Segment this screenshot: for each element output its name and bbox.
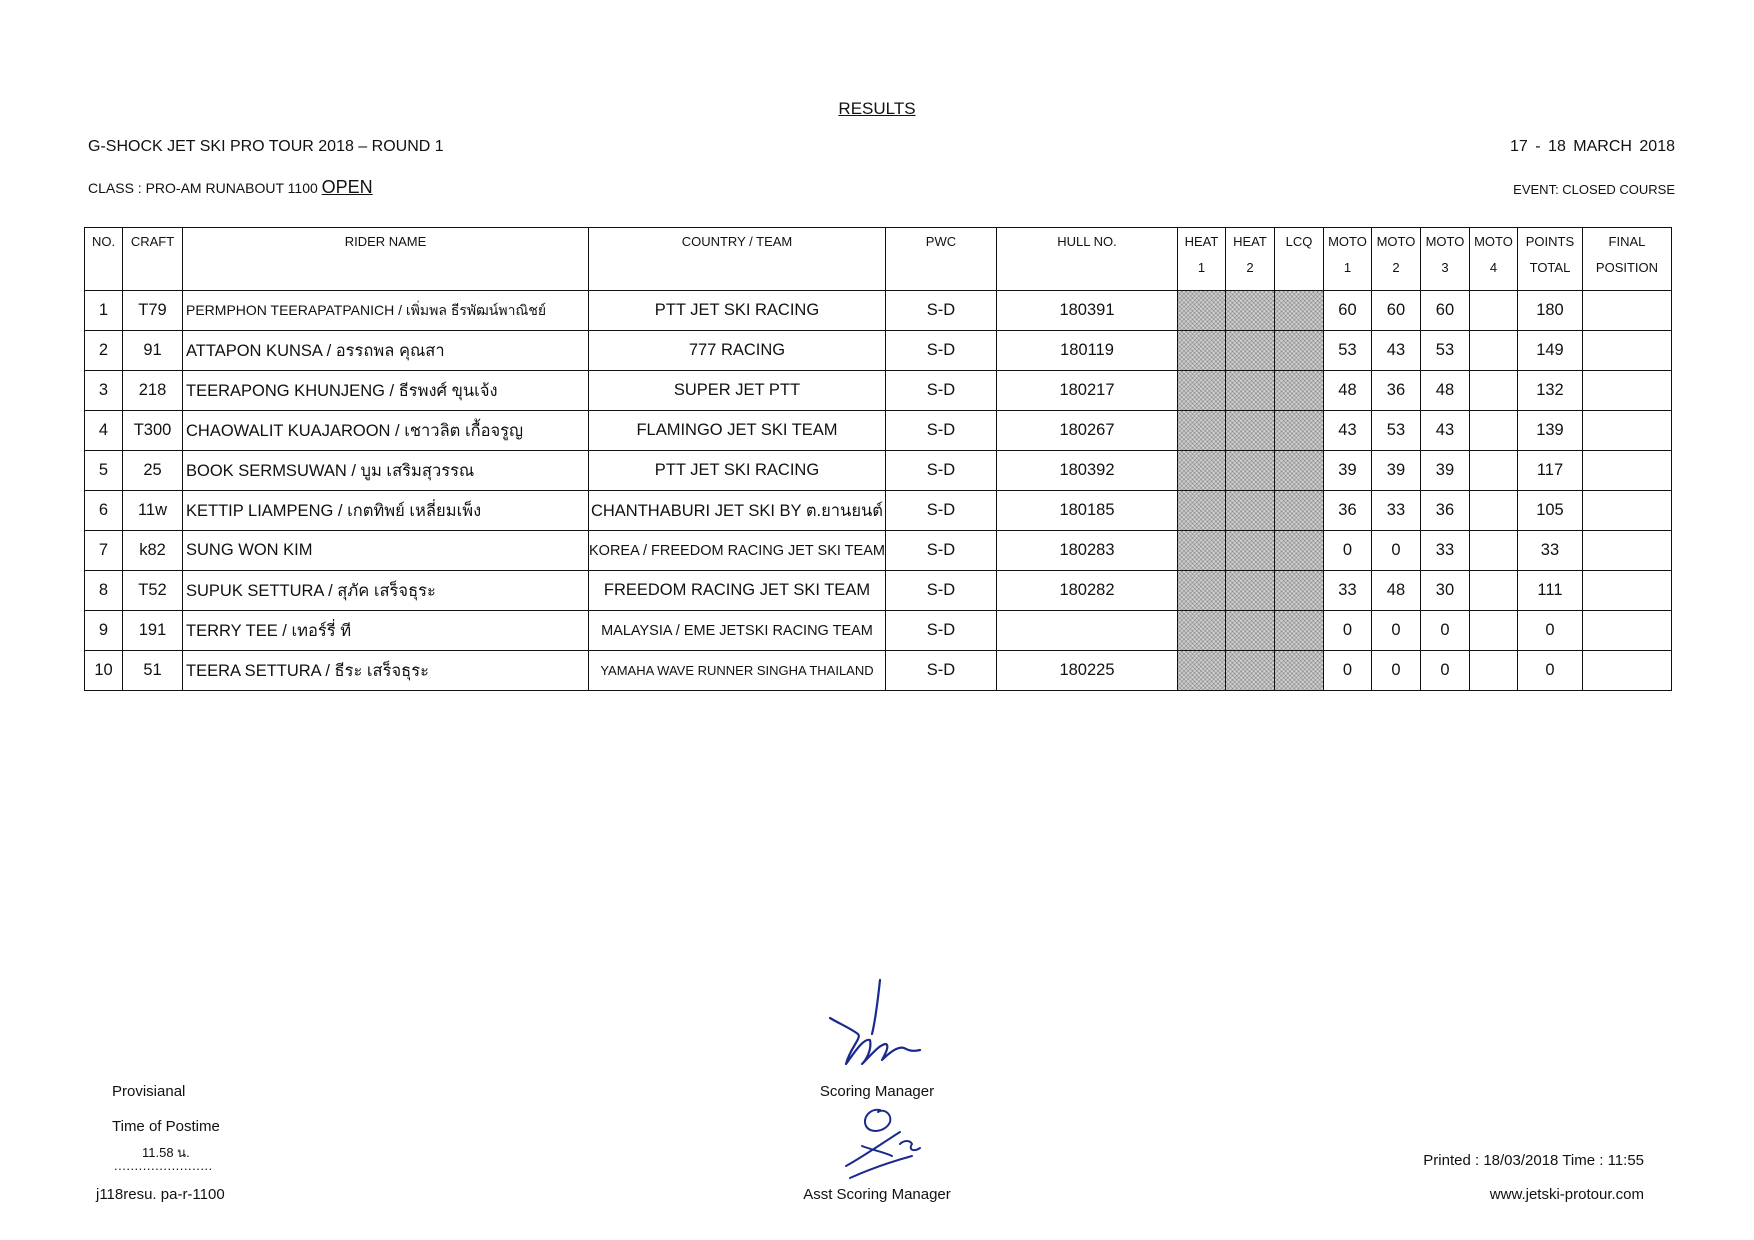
final-position [1582, 411, 1671, 451]
moto-3: 0 [1420, 651, 1469, 691]
moto-1: 0 [1323, 611, 1371, 651]
rider-name: TERRY TEE / เทอร์รี่ ที [183, 611, 589, 651]
moto-3: 60 [1420, 291, 1469, 331]
heat-2-cell [1225, 571, 1274, 611]
column-header [1517, 228, 1582, 291]
heat-2-cell [1225, 331, 1274, 371]
column-header [589, 228, 886, 291]
header-line-2 [85, 258, 122, 260]
moto-2: 36 [1371, 371, 1420, 411]
moto-1: 33 [1323, 571, 1371, 611]
header-line-1: FINAL [1608, 234, 1646, 249]
heat-1-cell [1177, 491, 1225, 531]
hull-number: 180225 [996, 651, 1177, 691]
moto-3: 30 [1420, 571, 1469, 611]
page-title: RESULTS [838, 99, 916, 118]
moto-1: 0 [1323, 531, 1371, 571]
country-team: CHANTHABURI JET SKI BY ต.ยานยนต์ [589, 491, 886, 531]
heat-1-cell [1177, 571, 1225, 611]
pwc: S-D [885, 331, 996, 371]
column-header [85, 228, 123, 291]
moto-2: 33 [1371, 491, 1420, 531]
heat-1-cell [1177, 451, 1225, 491]
header-line-2: 4 [1489, 260, 1498, 275]
row-number: 8 [85, 571, 123, 611]
rider-name: TEERAPONG KHUNJENG / ธีรพงศ์ ขุนเจ้ง [183, 371, 589, 411]
row-number: 2 [85, 331, 123, 371]
moto-3: 53 [1420, 331, 1469, 371]
moto-1: 36 [1323, 491, 1371, 531]
final-position [1582, 571, 1671, 611]
moto-3: 43 [1420, 411, 1469, 451]
asst-scoring-manager-signature [840, 1106, 930, 1182]
header-line-1: NO. [91, 234, 116, 249]
postime-time: 11.58 น. [142, 1145, 190, 1160]
table-row [85, 371, 1672, 411]
moto-2: 0 [1371, 531, 1420, 571]
rider-name: SUNG WON KIM [183, 531, 589, 571]
points-total: 111 [1517, 571, 1582, 611]
points-total: 117 [1517, 451, 1582, 491]
postime-label: Time of Postime [112, 1118, 220, 1135]
lcq-cell [1274, 571, 1323, 611]
header-line-2 [886, 258, 996, 260]
header-row [85, 228, 1672, 291]
heat-1-cell [1177, 531, 1225, 571]
hull-number: 180267 [996, 411, 1177, 451]
event-name: G-SHOCK JET SKI PRO TOUR 2018 – ROUND 1 [88, 138, 444, 155]
moto-2: 43 [1371, 331, 1420, 371]
final-position [1582, 651, 1671, 691]
moto-2: 60 [1371, 291, 1420, 331]
moto-4 [1469, 571, 1517, 611]
hull-number: 180217 [996, 371, 1177, 411]
column-header [1371, 228, 1420, 291]
country-team: FLAMINGO JET SKI TEAM [589, 411, 886, 451]
header-line-2: POSITION [1595, 260, 1659, 275]
row-number: 6 [85, 491, 123, 531]
header-line-2: 3 [1441, 260, 1449, 275]
table-row [85, 611, 1672, 651]
moto-2: 48 [1371, 571, 1420, 611]
craft-number: T79 [123, 291, 183, 331]
moto-2: 39 [1371, 451, 1420, 491]
moto-1: 48 [1323, 371, 1371, 411]
pwc: S-D [885, 531, 996, 571]
class-open: OPEN [321, 177, 373, 197]
pwc: S-D [885, 411, 996, 451]
provisional-label: Provisianal [112, 1083, 186, 1100]
moto-3: 33 [1420, 531, 1469, 571]
craft-number: T300 [123, 411, 183, 451]
pwc: S-D [885, 571, 996, 611]
header-line-1: MOTO [1328, 234, 1367, 249]
country-team: MALAYSIA / EME JETSKI RACING TEAM [589, 611, 886, 651]
document-reference: j118resu. pa-r-1100 [96, 1186, 225, 1203]
hull-number: 180391 [996, 291, 1177, 331]
header-line-1: MOTO [1425, 234, 1465, 249]
points-total: 0 [1517, 611, 1582, 651]
header-line-1: HULL NO. [1057, 234, 1117, 249]
table-row [85, 491, 1672, 531]
row-number: 5 [85, 451, 123, 491]
moto-3: 36 [1420, 491, 1469, 531]
header-line-2 [997, 258, 1177, 260]
moto-3: 39 [1420, 451, 1469, 491]
pwc: S-D [885, 611, 996, 651]
craft-number: 91 [123, 331, 183, 371]
moto-4 [1469, 331, 1517, 371]
final-position [1582, 531, 1671, 571]
pwc: S-D [885, 651, 996, 691]
column-header [1323, 228, 1371, 291]
header-line-1: MOTO [1376, 234, 1416, 249]
moto-4 [1469, 611, 1517, 651]
heat-2-cell [1225, 291, 1274, 331]
header-line-2: 2 [1392, 260, 1400, 275]
moto-1: 60 [1323, 291, 1371, 331]
pwc: S-D [885, 451, 996, 491]
header-line-2: 1 [1343, 260, 1352, 275]
points-total: 149 [1517, 331, 1582, 371]
heat-2-cell [1225, 611, 1274, 651]
moto-3: 48 [1420, 371, 1469, 411]
table-row [85, 291, 1672, 331]
row-number: 1 [85, 291, 123, 331]
table-row [85, 411, 1672, 451]
heat-1-cell [1177, 611, 1225, 651]
heat-1-cell [1177, 411, 1225, 451]
column-header [1274, 228, 1323, 291]
final-position [1582, 611, 1671, 651]
table-row [85, 451, 1672, 491]
column-header [1469, 228, 1517, 291]
country-team: PTT JET SKI RACING [589, 291, 886, 331]
moto-4 [1469, 531, 1517, 571]
header-line-1: HEAT [1233, 234, 1267, 249]
column-header [1582, 228, 1671, 291]
header-line-1: RIDER NAME [344, 234, 427, 249]
points-total: 180 [1517, 291, 1582, 331]
points-total: 0 [1517, 651, 1582, 691]
header-line-2: 1 [1197, 260, 1206, 275]
craft-number: 11w [123, 491, 183, 531]
moto-2: 0 [1371, 611, 1420, 651]
craft-number: k82 [123, 531, 183, 571]
heat-1-cell [1177, 651, 1225, 691]
scoring-manager-label: Scoring Manager [819, 1083, 935, 1100]
postime-dots: ........................ [114, 1158, 213, 1173]
moto-4 [1469, 371, 1517, 411]
header-line-2: TOTAL [1529, 260, 1571, 275]
moto-1: 53 [1323, 331, 1371, 371]
printed-timestamp: Printed : 18/03/2018 Time : 11:55 [1423, 1152, 1644, 1169]
pwc: S-D [885, 491, 996, 531]
heat-2-cell [1225, 411, 1274, 451]
moto-1: 43 [1323, 411, 1371, 451]
header-line-1: PWC [925, 234, 957, 249]
country-team: KOREA / FREEDOM RACING JET SKI TEAM [589, 531, 886, 571]
header-line-1: CRAFT [130, 234, 175, 249]
scoring-manager-signature [820, 978, 930, 1070]
rider-name: PERMPHON TEERAPATPANICH / เพิ่มพล ธีรพัฒน์พาณิชย์ [183, 291, 589, 331]
pwc: S-D [885, 371, 996, 411]
moto-4 [1469, 651, 1517, 691]
moto-2: 0 [1371, 651, 1420, 691]
points-total: 139 [1517, 411, 1582, 451]
header-line-1: POINTS [1525, 234, 1575, 249]
header-line-1: LCQ [1285, 234, 1313, 249]
final-position [1582, 491, 1671, 531]
row-number: 9 [85, 611, 123, 651]
rider-name: SUPUK SETTURA / สุภัค เสร็จธุระ [183, 571, 589, 611]
moto-4 [1469, 451, 1517, 491]
column-header [123, 228, 183, 291]
row-number: 3 [85, 371, 123, 411]
class-prefix: CLASS : PRO-AM RUNABOUT 1100 [88, 180, 322, 196]
header-line-1: MOTO [1474, 234, 1513, 249]
header-line-2 [589, 258, 885, 260]
craft-number: 218 [123, 371, 183, 411]
moto-3: 0 [1420, 611, 1469, 651]
column-header [1225, 228, 1274, 291]
heat-1-cell [1177, 291, 1225, 331]
heat-2-cell [1225, 451, 1274, 491]
lcq-cell [1274, 291, 1323, 331]
heat-1-cell [1177, 371, 1225, 411]
rider-name: ATTAPON KUNSA / อรรถพล คุณสา [183, 331, 589, 371]
table-row [85, 531, 1672, 571]
column-header [1420, 228, 1469, 291]
table-row [85, 331, 1672, 371]
event-dates: 17 - 18 MARCH 2018 [1510, 138, 1675, 155]
final-position [1582, 451, 1671, 491]
moto-4 [1469, 491, 1517, 531]
craft-number: 191 [123, 611, 183, 651]
moto-2: 53 [1371, 411, 1420, 451]
pwc: S-D [885, 291, 996, 331]
hull-number: 180392 [996, 451, 1177, 491]
table-row [85, 571, 1672, 611]
points-total: 105 [1517, 491, 1582, 531]
heat-1-cell [1177, 331, 1225, 371]
lcq-cell [1274, 651, 1323, 691]
row-number: 4 [85, 411, 123, 451]
header-line-2 [183, 258, 588, 260]
row-number: 7 [85, 531, 123, 571]
rider-name: TEERA SETTURA / ธีระ เสร็จธุระ [183, 651, 589, 691]
final-position [1582, 331, 1671, 371]
lcq-cell [1274, 371, 1323, 411]
lcq-cell [1274, 531, 1323, 571]
final-position [1582, 371, 1671, 411]
event-course: EVENT: CLOSED COURSE [1513, 182, 1675, 197]
results-table [84, 227, 1672, 691]
moto-1: 0 [1323, 651, 1371, 691]
country-team: 777 RACING [589, 331, 886, 371]
moto-1: 39 [1323, 451, 1371, 491]
country-team: YAMAHA WAVE RUNNER SINGHA THAILAND [589, 651, 886, 691]
class-line [88, 177, 373, 198]
column-header [1177, 228, 1225, 291]
hull-number: 180283 [996, 531, 1177, 571]
header-line-1: COUNTRY / TEAM [681, 234, 793, 249]
points-total: 33 [1517, 531, 1582, 571]
column-header [183, 228, 589, 291]
country-team: SUPER JET PTT [589, 371, 886, 411]
craft-number: 25 [123, 451, 183, 491]
lcq-cell [1274, 411, 1323, 451]
points-total: 132 [1517, 371, 1582, 411]
rider-name: CHAOWALIT KUAJAROON / เชาวลิต เกื้อจรูญ [183, 411, 589, 451]
moto-4 [1469, 411, 1517, 451]
lcq-cell [1274, 331, 1323, 371]
final-position [1582, 291, 1671, 331]
rider-name: KETTIP LIAMPENG / เกตทิพย์ เหลี่ยมเพ็ง [183, 491, 589, 531]
heat-2-cell [1225, 371, 1274, 411]
lcq-cell [1274, 491, 1323, 531]
hull-number: 180119 [996, 331, 1177, 371]
heat-2-cell [1225, 531, 1274, 571]
column-header [885, 228, 996, 291]
asst-scoring-manager-label: Asst Scoring Manager [803, 1186, 951, 1203]
postime-value [114, 1146, 213, 1172]
country-team: PTT JET SKI RACING [589, 451, 886, 491]
hull-number [996, 611, 1177, 651]
table-row [85, 651, 1672, 691]
header-line-2: 2 [1246, 260, 1254, 275]
country-team: FREEDOM RACING JET SKI TEAM [589, 571, 886, 611]
lcq-cell [1274, 611, 1323, 651]
rider-name: BOOK SERMSUWAN / บูม เสริมสุวรรณ [183, 451, 589, 491]
header-line-2 [1275, 258, 1323, 260]
column-header [996, 228, 1177, 291]
heat-2-cell [1225, 651, 1274, 691]
header-line-1: HEAT [1184, 234, 1219, 249]
moto-4 [1469, 291, 1517, 331]
heat-2-cell [1225, 491, 1274, 531]
craft-number: 51 [123, 651, 183, 691]
header-line-2 [123, 258, 182, 260]
hull-number: 180185 [996, 491, 1177, 531]
row-number: 10 [85, 651, 123, 691]
lcq-cell [1274, 451, 1323, 491]
website: www.jetski-protour.com [1489, 1186, 1644, 1203]
hull-number: 180282 [996, 571, 1177, 611]
craft-number: T52 [123, 571, 183, 611]
